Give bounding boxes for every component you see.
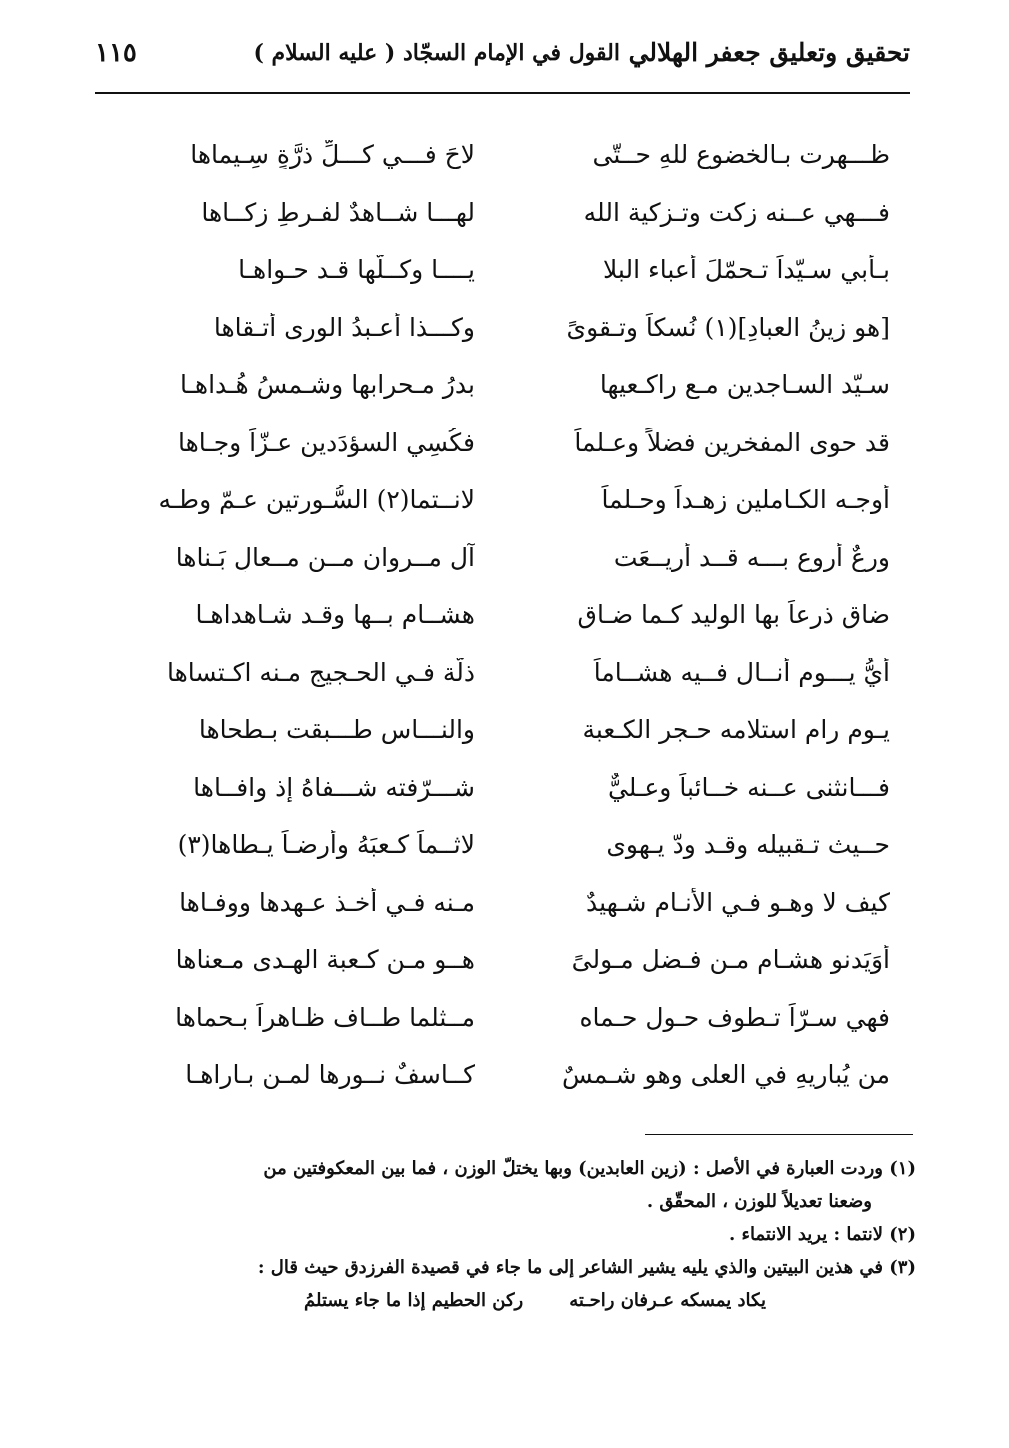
verse-second-hemistich: والنـــاس طـــبقت بـطحاها (198, 715, 475, 745)
page-number: ١١٥ (95, 38, 137, 68)
verse-first-hemistich: كيف لا وهـو فـي الأنـام شـهيدٌ (586, 887, 890, 917)
quoted-verse-second-hemistich: ركن الحطيم إذا ما جاء يستلمُ (304, 1290, 524, 1311)
page-header (95, 30, 910, 94)
book-title: تحقيق وتعليق جعفر الهلالي (628, 38, 910, 67)
verse (120, 586, 890, 644)
verse (120, 299, 890, 357)
verse-second-hemistich: بدرُ مـحرابها وشـمسُ هُـداهـا (179, 370, 475, 400)
footnote-1-line-1: (١) وردت العبارة في الأصل : (زين العابدين) وبها يختلّ الوزن ، فما بين المعكوفتين من (263, 1158, 916, 1179)
verse-first-hemistich: [هو زينُ العبادِ](١) نُسكاً وتـقوىً (566, 312, 890, 342)
verse (120, 989, 890, 1047)
footnote-1 (96, 1152, 916, 1218)
verse-first-hemistich: فهي سـرّاً تـطوف حـول حـماه (579, 1002, 890, 1032)
verse-second-hemistich: آل مــروان مــن مــعالٍ بَـناها (175, 542, 475, 572)
footnote-3-quoted-verse (96, 1284, 916, 1317)
footnote-1-line-2: وضعنا تعديلاً للوزن ، المحقّق . (646, 1191, 872, 1212)
footnote-3: (٣) في هذين البيتين والذي يليه يشير الشاعر إلى ما جاء في قصيدة الفرزدق حيث قال : (257, 1257, 916, 1278)
footnote-2: (٢) لانتما : يريد الانتماء . (728, 1224, 916, 1245)
verse-first-hemistich: حــيث تـقبيله وقـد ودّ يـهوى (606, 830, 890, 860)
verse (120, 414, 890, 472)
verse-second-hemistich: لاحَ فـــي كـــلِّ ذرَّةٍ سِـيماها (190, 140, 475, 170)
verse-second-hemistich: لاثــماً كـعبَهُ وأرضـاً يـطاها(٣) (177, 830, 475, 860)
verse-second-hemistich: وكـــذا أعـبدُ الورى أتـقاها (213, 312, 475, 342)
poem (120, 126, 890, 1104)
footnote-divider (645, 1134, 913, 1135)
verse (120, 931, 890, 989)
verse-second-hemistich: ذلّة فـي الحـجيجِ مـنه اكـتساها (167, 657, 475, 687)
verse-second-hemistich: هشــام بــها وقـد شـاهداهـا (195, 600, 475, 630)
verse-first-hemistich: ضاق ذرعاً بها الوليد كـما ضـاق (577, 600, 890, 630)
verse-first-hemistich: يـوم رام استلامه حـجر الكـعبة (582, 715, 890, 745)
verse-second-hemistich: لانــتما(٢) السُّـورتين عـمّ وطـه (158, 485, 475, 515)
footnotes (96, 1152, 916, 1317)
verse-first-hemistich: أيُّ يـــومٍ أنــال فــيه هشــاماً (593, 657, 890, 687)
verse-second-hemistich: فكُسِي السؤدَدين عـزّاً وجـاها (177, 427, 475, 457)
verse-first-hemistich: قد حوى المفخرين فضلاً وعـلماً (574, 427, 890, 457)
verse-first-hemistich: أوَيَدنو هشـام مـن فـضل مـولىً (571, 945, 890, 975)
verse-second-hemistich: لهـــا شــاهدٌ لفـرطِ زكــاها (201, 197, 475, 227)
verse-first-hemistich: ورعٌ أروع بـــه قــد أُريــعَت (613, 542, 890, 572)
verse-first-hemistich: من يُباريهِ في العلى وهو شـمسٌ (561, 1060, 890, 1090)
quoted-verse-first-hemistich: يكاد يمسكه عـرفان راحـته (569, 1290, 766, 1311)
verse (120, 1046, 890, 1104)
verse-second-hemistich: مـنه فـي أخـذ عـهدها ووفـاها (179, 887, 475, 917)
verse-second-hemistich: شـــرّفته شـــفاهُ إذ وافــاها (193, 772, 475, 802)
verse-first-hemistich: سـيّد السـاجدين مـع راكـعيها (599, 370, 890, 400)
verse (120, 759, 890, 817)
verse-first-hemistich: ظـــهرت بـالخضوعِ للهِ حــتّى (592, 140, 890, 170)
verse-first-hemistich: فـــانثنى عــنه خــائباً وعـليٌّ (607, 772, 890, 802)
verse (120, 644, 890, 702)
verse-second-hemistich: مــثلما طــاف ظـاهراً بـحماها (175, 1002, 475, 1032)
verse (120, 184, 890, 242)
verse (120, 126, 890, 184)
verse (120, 701, 890, 759)
verse-first-hemistich: أوجـه الكـاملين زهـداً وحـلماً (601, 485, 890, 515)
verse (120, 471, 890, 529)
verse (120, 241, 890, 299)
verse-second-hemistich: كــاسفٌ نــورها لمـن بـاراهـا (185, 1060, 475, 1090)
verse-first-hemistich: فـــهي عــنه زكت وتـزكية الله (583, 197, 890, 227)
chapter-title: القول في الإمام السجّاد ( عليه السلام ) (253, 40, 620, 66)
verse-first-hemistich: بـأبي سـيّداً تـحمّلَ أعباء البلا (603, 255, 890, 285)
verse (120, 874, 890, 932)
verse-second-hemistich: يــــا وكــلّها قـد حـواهـا (238, 255, 475, 285)
verse (120, 356, 890, 414)
verse-second-hemistich: هــو مـن كـعبة الهـدى مـعناها (175, 945, 475, 975)
verse (120, 529, 890, 587)
verse (120, 816, 890, 874)
